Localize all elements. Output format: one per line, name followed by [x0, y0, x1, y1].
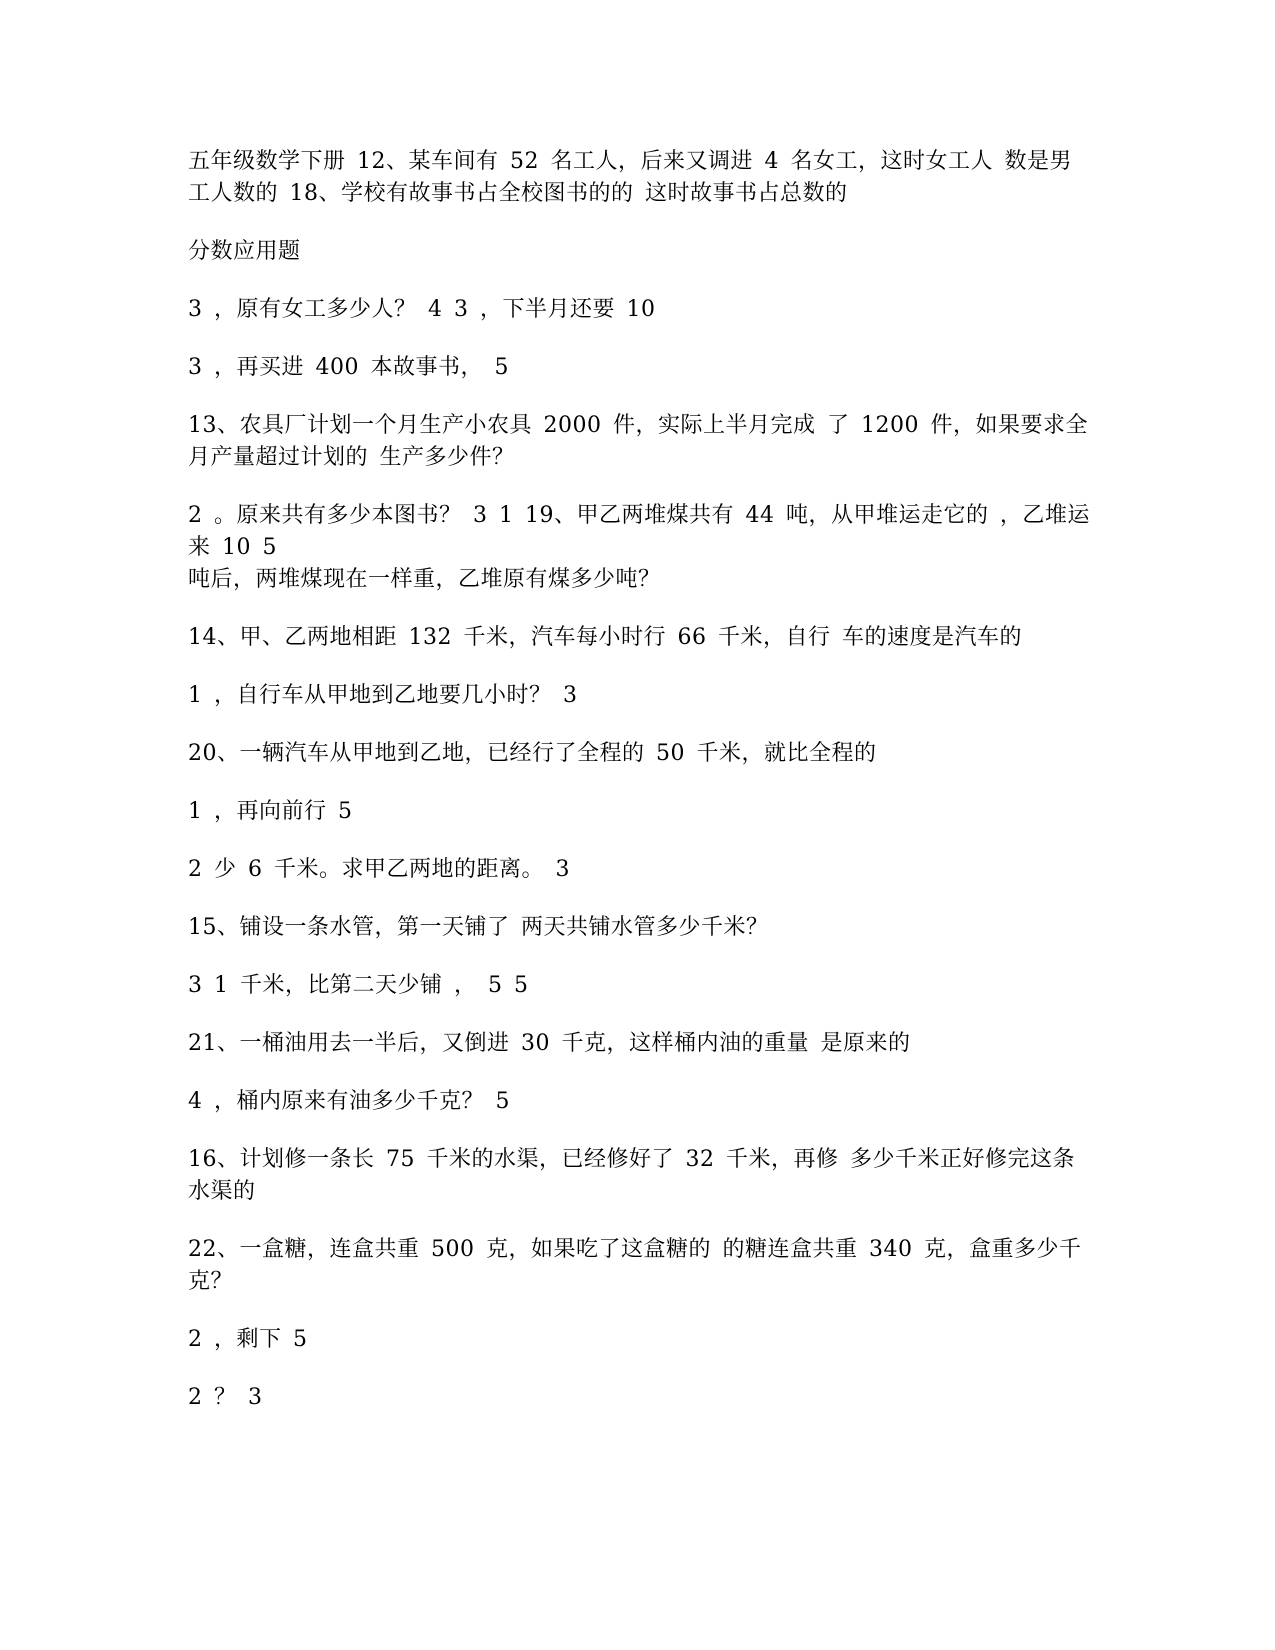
paragraph-7: [188, 622, 1093, 654]
text-line: 13、农具厂计划一个月生产小农具 2000 件，实际上半月完成 了 1200 件，如果要求全月产量超过计划的 生产多少件？: [188, 413, 1088, 470]
paragraph-5: [188, 410, 1093, 474]
paragraph-6: [188, 500, 1093, 596]
paragraph-3: [188, 294, 1093, 326]
document-page: [188, 146, 1093, 1440]
text-line: 14、甲、乙两地相距 132 千米，汽车每小时行 66 千米，自行 车的速度是汽车的: [188, 625, 1022, 650]
paragraph-4: [188, 352, 1093, 384]
text-line: 2 ？ 3: [188, 1385, 263, 1410]
text-line: 2 少 6 千米。求甲乙两地的距离。 3: [188, 857, 570, 882]
text-line: 1 ，再向前行 5: [188, 799, 353, 824]
text-line: 3 1 千米，比第二天少铺 ， 5 5: [188, 973, 529, 998]
text-line: 3 ，原有女工多少人？ 4 3 ，下半月还要 10: [188, 297, 656, 322]
paragraph-14: [188, 1028, 1093, 1060]
text-line: 吨后，两堆煤现在一样重，乙堆原有煤多少吨？: [188, 567, 661, 592]
paragraph-1: [188, 146, 1093, 210]
text-line: 五年级数学下册 12、某车间有 52 名工人，后来又调进 4 名女工，这时女工人 数是男工人数的 18、学校有故事书占全校图书的的 这时故事书占总数的: [188, 149, 1072, 206]
paragraph-9: [188, 738, 1093, 770]
text-line: 2 。原来共有多少本图书？ 3 1 19、甲乙两堆煤共有 44 吨，从甲堆运走它的 ，乙堆运来 10 5: [188, 503, 1090, 560]
paragraph-10: [188, 796, 1093, 828]
paragraph-19: [188, 1382, 1093, 1414]
text-line: 4 ，桶内原来有油多少千克？ 5: [188, 1089, 510, 1114]
text-line: 分数应用题: [188, 239, 301, 264]
paragraph-2: [188, 236, 1093, 268]
text-line: 16、计划修一条长 75 千米的水渠，已经修好了 32 千米，再修 多少千米正好修完这条水渠的: [188, 1147, 1075, 1204]
paragraph-18: [188, 1324, 1093, 1356]
text-line: 3 ，再买进 400 本故事书， 5: [188, 355, 509, 380]
text-line: 2 ，剩下 5: [188, 1327, 308, 1352]
text-line: 20、一辆汽车从甲地到乙地，已经行了全程的 50 千米，就比全程的: [188, 741, 877, 766]
text-line: 15、铺设一条水管，第一天铺了 两天共铺水管多少千米？: [188, 915, 769, 940]
paragraph-16: [188, 1144, 1093, 1208]
paragraph-15: [188, 1086, 1093, 1118]
text-line: 1 ，自行车从甲地到乙地要几小时？ 3: [188, 683, 578, 708]
paragraph-11: [188, 854, 1093, 886]
text-line: 21、一桶油用去一半后，又倒进 30 千克，这样桶内油的重量 是原来的: [188, 1031, 911, 1056]
paragraph-8: [188, 680, 1093, 712]
paragraph-17: [188, 1234, 1093, 1298]
paragraph-12: [188, 912, 1093, 944]
text-line: 22、一盒糖，连盒共重 500 克，如果吃了这盒糖的 的糖连盒共重 340 克，盒重多少千克？: [188, 1237, 1082, 1294]
paragraph-13: [188, 970, 1093, 1002]
